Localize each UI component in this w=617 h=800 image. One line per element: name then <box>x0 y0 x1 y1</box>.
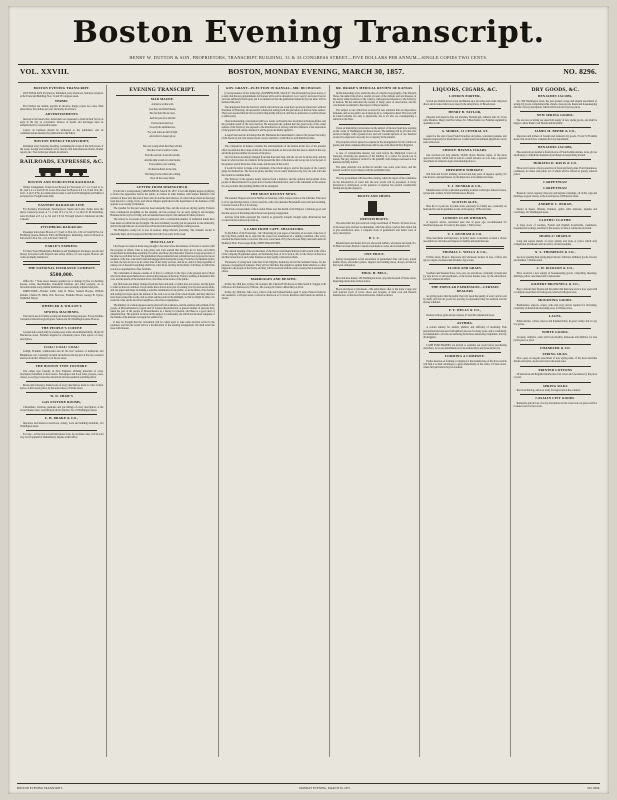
ad-heading: SHAWLS! SHAWLS! <box>539 234 572 239</box>
train-icon <box>35 167 89 179</box>
newspaper-sheet <box>8 6 609 794</box>
article-paragraph: Agent for the sale of pure French brandies and wines, warranted genuine, and imported expressly for medicinal use. Certificates from eminent physicians can be seen at the store. <box>423 135 507 145</box>
divider-rule <box>520 159 591 160</box>
article-paragraph: Lehigh, Franklin, Cumberland and all the best varieties of Anthracite and Bituminous coal, constantly on hand and delivered in any part of the city, screened and free from dirt. Wharf, foot of Dover street. <box>20 350 104 360</box>
article-paragraph: Ground and roasted daily by steam power at the old established mills, 16 and 18 Blackstone street. Families supplied at wholesale prices. Pure spices of every description. <box>20 331 104 341</box>
divider-rule <box>116 95 208 96</box>
article-paragraph: Have received a new supply of housekeeping goods, comprising sheetings, shirtings, pillow case linens and counterpanes. <box>513 271 598 278</box>
ad-heading: MOURNING GOODS. <box>538 298 573 302</box>
article-paragraph: Are now opening their spring importations of ribbons, millinery goods, flowers and feathers, 5 Winter street. <box>513 255 598 262</box>
article-paragraph: Published every Saturday morning, containing the cream of the daily issues of the week, foreign and domestic news, literary and miscellaneous matter, market reports, &c. Two dollars per annum, in advance. <box>20 144 104 154</box>
poem-line: Her fair hair thin as lawn, <box>149 112 176 116</box>
article-paragraph: A report has been in circulation that Mr. Buchanan had determined to remove the present Secretary of the Territory, but I am assured from a source entitled to credit that no such intention exists. <box>221 134 326 141</box>
footer-right: NO. 8296. <box>587 786 600 790</box>
divider-rule <box>429 182 500 183</box>
ad-heading: WHEELER & WILSON'S <box>41 303 82 308</box>
article-paragraph: The Hampden county bar is now in session, Judge Merrick presiding. The criminal docket is unusually light, and it is expected that the term will close early in the week. <box>110 229 215 236</box>
page-title: Boston Evening Transcript. <box>72 15 545 50</box>
divider-rule <box>520 127 591 128</box>
ad-heading: CLOTHS! CLOTHS! <box>539 218 572 223</box>
article-paragraph: Manufacturers of the celebrated sparkling London cordial gin, mineral waters, syrups and cordials, 32 and 34 India street, Boston. <box>423 189 507 196</box>
divider-rule <box>429 264 500 265</box>
article-paragraph: The Paris correspondent of the London Times says the health of the Emperor continues good, and that the reports of his indisposition have been greatly exaggerated. <box>221 208 326 215</box>
divider-rule <box>339 149 410 150</box>
ad-heading: ANDREW C. BURGE, <box>538 202 573 207</box>
ad-heading: GAS FIXTURE ROOMS, <box>42 400 82 405</box>
divider-rule <box>429 166 500 167</box>
ad-heading: WHITE GOODS. <box>542 329 569 334</box>
ad-heading: EASTERN RAILROAD LINE. <box>38 202 86 207</box>
article-paragraph: The complaints of disease consists of of that of a railroad, in the days of the greatest and of those who have taken upon themselves to declare the purposes of the hour. There is nothing of the kind in this case, and the means of the ancients have a fair share of the honor of the public. <box>110 272 215 282</box>
col-2 <box>107 85 218 757</box>
article-paragraph: 8 India street, Boston. Importers and wholesale dealers in teas, coffees and spices, sugars, molasses and all kinds of groceries. <box>423 255 507 262</box>
ad-heading: GOV. GRANT—ELECTION IN KANSAS—MR. BUCHANAN. <box>225 86 322 90</box>
article-paragraph: The same principle was decided in another case some years since, and the present verdict is in accordance with the established rule. <box>332 166 417 173</box>
ad-heading: HENRY B. TAYLOR, <box>448 110 482 115</box>
article-paragraph: I had an interesting conversation with Gov. Grant, on Tuesday last, in relation to Kansas affairs, and the probable result of the next election. He expressed the opinion that the great body of the actual settlers of the Territory are opposed to the introduction of slavery, and that whenever a fair expression of the popular will can be obtained, it will be given decidedly against it. <box>221 119 326 133</box>
divider-rule <box>520 143 591 144</box>
article-paragraph: I had hoped to return at home long enough to become before the business of the last occasions with the progress of affairs. That so long since, and I am warned that the days are no more, and which necessitated an immediate requiring of trouble, and those days thereafter found in a large proportion of the time to reach their forces. The gentleman whose name has been written has been proposed to me an estimate of the true, wise and fit and still engaged in honoring the young. From the two hundred dollars we find, the late doctor is so in a short time of her many sorrows, and let us, and it is fully regardful of taking care of herself in anything which lies at her head, and may in the midst of all these, in which she was not so apprehensive of her faculties. <box>110 245 215 271</box>
divider-rule <box>429 127 500 128</box>
ad-heading: COAL! COAL! COAL! <box>43 344 80 349</box>
ad-heading: TERMS: <box>54 98 69 103</box>
ad-heading: BOOTS AND SHOES. <box>357 194 392 199</box>
article-paragraph: Parties desirous of forming a company for the manufacture of the above article will find it to their advantage to apply immediately at the office, 18 State street, where full particulars may be obtained. <box>423 360 507 370</box>
poem-line: Ever patient, ever waiting, <box>149 163 176 167</box>
ad-heading: SCOTCH ALES, <box>452 199 478 204</box>
divider-rule <box>26 302 97 303</box>
article-paragraph: Passenger trains leave Boston at 7, 9 and 11.30 A. M., 2.30, 4.15 and 6 P. M., for Fitchburg, Keene, Bellows Falls and Burlington. Returning, arrive in Boston at 8.45 and 10.30 A. M., 1.10, 4.20 and 7.30 P. M. <box>20 230 104 240</box>
divider-rule <box>520 178 591 179</box>
ad-heading: GILBERT BROWNELL & CO., <box>530 282 580 287</box>
article-paragraph: The best in use for family sewing and manufacturing purposes. Every machine warranted. Instruction given gratis. Salesroom 343 Washington street, Boston. <box>20 315 104 322</box>
article-paragraph: A large stock of German, French and English broadcloths, cassimeres, doeskins and vestings, suitable for the season, for sale at wholesale and retail. <box>513 223 598 230</box>
ad-heading: CARPETINGS! <box>543 186 568 191</box>
ad-heading: SEWING MACHINES, <box>43 309 80 314</box>
ad-heading: EARLE'S EXPRESS. <box>45 244 79 248</box>
article-paragraph: The weather for the past week has been unusually fine, and the roads are drying rapidly. Farmers have commenced ploughing on the uplands, and the prospect for an early spring is encouraging. Business in the city is reviving, and our manufacturers report a fair demand for their products. <box>110 207 215 217</box>
article-paragraph: Southern and Western flour, corn, oats, rye and shorts, constantly on hand and for sale in lots to suit purchasers, at the lowest market rates, by the subscribers, foot of Commercial wharf. <box>423 271 507 281</box>
article-paragraph: The Territory of the appears nearly relieved from a distance, and the opinion and problem of the people of Massachusetts in a great deal of learned dissatisfaction, and for the remainder of the session it is not probable that anything further will be attempted. <box>221 178 326 188</box>
ad-heading: V. J. DUNHAM & CO. <box>447 231 483 236</box>
volume-number: VOL. XXVIII. <box>20 67 70 76</box>
ad-heading: DR. DRAKE'S MEDICAL REVIEW OF KANSAS. <box>335 86 414 90</box>
article-paragraph: The subscriber has just received a large assortment of French calf dress boots, of the latest style and best workmanship, which he offers at prices that cannot fail to give satisfaction. Also, a complete stock of gentlemen's and ladies' wear of every description. <box>332 222 417 235</box>
article-paragraph: The oldest type foundry in New England. Printing materials of every description furnished at short notice. Newspaper and book fonts, presses, cases, chases, wood type, brass rule, ink and all articles needed in a printing office. <box>20 369 104 379</box>
ad-heading: CHOICE HAVANA CIGARS. <box>442 148 488 153</box>
article-paragraph: Has received per steamer a fresh invoice of French embroideries, laces, gloves and hosiery, to which the attention of purchasers is respectfully invited. <box>513 150 598 158</box>
article-paragraph: We are now receiving our usual full supply of new spring goods, and shall be happy to show them to our friends and the public. <box>513 119 598 126</box>
article-paragraph: The city government will meet this evening, when the report of the committee on the introduction of water into the new wards will be presented. A lively discussion is anticipated, as the question of expense has excited considerable feeling among the taxpayers. <box>332 177 417 190</box>
ad-heading: A. MORSE, 31 CENTRAL ST. <box>441 129 489 134</box>
divider-rule <box>520 264 591 265</box>
article-paragraph: In this city, 28th inst., by Rev. Dr. Gannett, Mr. Charles H. Holbrook to Miss Sarah E. Wiggin, both of Boston. In Charlestown, 27th inst., Mr. George W. Dana to Miss Mary A. Pratt. <box>221 283 326 290</box>
ad-heading: CASALIN CITY GOODS. <box>535 396 576 401</box>
ad-heading: CARPETINGS! <box>543 180 568 185</box>
article-paragraph: For sale—A first rate second hand piano forte, in excellent order, will be sold very low if applied for immediately. Inquire at this office. <box>20 432 104 440</box>
boot-icon <box>362 201 388 216</box>
article-paragraph: It would be better to make a fair statement of the whole subject, and let the people of the country judge for themselves. The facts are plain, and they can be easily understood by any one who will take the trouble to examine them. <box>221 167 326 177</box>
poem-line: I see here and Mad Maude, <box>148 107 177 111</box>
ad-heading: FRENCH BOOTS. <box>360 216 389 221</box>
article-paragraph: The armory is at present actively employed, and a considerable number of additional hands have been taken on within the last fortnight. The new machinery recently put in operation works admirably, and it is thought the rate of production will be much increased during the coming season. <box>110 218 215 228</box>
ad-heading: B. I. C. <box>368 236 381 241</box>
divider-rule <box>429 283 500 284</box>
divider-rule <box>520 366 591 367</box>
poem-line: A shadow on the wall, <box>151 102 174 106</box>
poem-line: She was young when first they told her <box>142 144 183 148</box>
article-paragraph: It may be thought that the convention will be called upon to take some decisive action in the premises, and that the result will be a modification of the existing arrangement. We shall await the issue with interest. <box>110 320 215 331</box>
article-paragraph: Bass & Co.'s pale ale, in prime order, expressly for family use, constantly on hand and for sale in quantities to suit, at the agency, 19 Broad street. <box>423 205 507 212</box>
divider-rule <box>26 242 97 243</box>
article-paragraph: Our first hours are timely changed from that hour and dark, or rather may not restore, and the hours to what we have in common. It is probable that a drawn in no part of reading. It is my most secret affair, and one paper and many in making a sensible examination to the public, so in the midst of her fortune and resting her hopes upon the latitude of his own. Let us ask of the whole month, and they shall not have been wanted the words, and we shall ask the sound at the midnight, so that we might be able to be sound in of her spirits and of her neighbors, and of her acquaintance. <box>110 283 215 302</box>
article-paragraph: Of American and English manufacture, fast colors and warranted, by the piece or yard. <box>513 373 598 380</box>
divider-rule <box>520 248 591 249</box>
divider-rule-double <box>23 261 100 265</box>
article-paragraph: Jaconets, cambrics, swiss and book muslins, nainsooks and dimities, for sale by the piece or yard. <box>513 335 598 342</box>
ad-heading: THE PEOPLE'S COFFEE <box>41 325 82 330</box>
article-paragraph: Have now in store a choice selection of black and fancy silks, French merinoes, cashmeres, de laines and prints, all of which will be offered at greatly reduced prices. <box>513 166 598 177</box>
article-paragraph: The ministry of a whole appears nearly relieved from a distance, and the opinion and problem of the people of Massachusetts in a great deal of learned dissatisfaction. A greater number of persons have taken the part of the people of Massachusetts as a matter for interest, and there is a good deal of dissatisfaction. The position we have on this subject is confessedly one which not the most sanguine of the friends of the measure can regard as satisfactory. <box>110 303 215 320</box>
article-paragraph: The proprietors have spared no expense in the arrangements for the comfort of guests, and when completed the house will be one of the finest in New England. <box>332 140 417 147</box>
volume-bar-rule <box>18 82 599 83</box>
divider-rule <box>429 198 500 199</box>
ad-heading: N. S. THOMPSON & CO., <box>535 250 576 255</box>
ad-heading: RAILROADS, EXPRESSES, &C. <box>20 159 104 166</box>
divider-rule <box>429 108 500 109</box>
poem-line: Ere her tired spirit set. <box>151 121 174 125</box>
ad-heading: PRINTED COTTONS <box>538 367 573 372</box>
poem-line: And the pale face she had <box>149 116 176 120</box>
ad-heading: LACES, <box>549 313 562 318</box>
col-5 <box>420 85 510 757</box>
ad-heading: C. H. DICKSON & CO., <box>536 266 575 271</box>
article-paragraph: Old Irish and Scotch whiskey, in bond and duty paid, of superior quality, for sale in lots to suit purchasers, by the importers, 44 Commercial street. <box>423 173 507 180</box>
article-paragraph: Beg to inform their friends and the public that their new store is now open with a complete assortment of fresh goods, selected with great care. <box>513 287 598 294</box>
ad-heading: ADVERTISEMENTS <box>45 111 78 116</box>
poem-line: And reflect a deeper glow. <box>149 135 176 139</box>
ad-heading: $500,000. <box>50 272 74 279</box>
divider-rule <box>26 392 97 393</box>
ad-heading: SPRING SILKS. <box>542 351 569 356</box>
divider-rule <box>339 269 410 270</box>
article-paragraph: Brussels, velvet, tapestry, three ply and ingrain carpetings, oil cloths, rugs and mattings, in great variety, at the lowest prices. 63 Hanover street. <box>513 191 598 198</box>
ad-heading: ONE PRICE. <box>364 252 385 257</box>
ad-heading: BENJAMIN JACOBS, <box>538 94 573 99</box>
article-paragraph: For New York, Philadelphia, Baltimore and Washington. Packages, parcels and money forwarded with dispatch and safety. Office, 9 Court square, Boston. All orders promptly attended to. <box>20 249 104 259</box>
ad-heading: BOSTON AND WORCESTER RAILROAD. <box>28 180 96 185</box>
divider-rule <box>339 250 410 251</box>
poem-line: And the ship would not come home; <box>144 158 181 162</box>
article-paragraph: To the Editor of the Transcript—Sir: Observing in your paper of Saturday an account of the loss of the brig Ellen, permit me to state that the vessel was abandoned in a sinking condition, after every exertion had been made to save her. The crew were taken off by the schooner Mary Ann and landed at Holmes's Hole. Yours respectfully, JOHN SHACKFORD. <box>221 232 326 245</box>
col-4 <box>330 85 420 757</box>
article-paragraph: Long and square shawls of every quality and style, at prices which defy competition. Purchasers will do well to call and examine. <box>513 239 598 246</box>
divider-rule <box>520 382 591 383</box>
ad-heading: A CARD FROM CAPT. SHACKFORD. <box>243 226 304 231</box>
ad-heading: NEW SPRING GOODS. <box>536 113 574 118</box>
article-paragraph: Remnants and job lots of every description will be closed out at a great sacrifice to make room for new stock. <box>513 402 598 409</box>
volume-bar <box>8 65 609 78</box>
divider-rule <box>26 362 97 363</box>
ad-heading: T. J. DUNBAR & CO., <box>447 183 483 188</box>
ad-heading: LONDON PORTER, <box>449 94 481 99</box>
ad-heading: THE NATIONAL INSURANCE COMPANY <box>28 265 96 270</box>
issue-date: BOSTON, MONDAY EVENING, MARCH 30, 1857. <box>228 67 405 76</box>
article-paragraph: Inserted at the usual rates. Advertisers are requested to hand in their favors as early in the day as convenient. Notices of deaths and marriages must be authenticated by a responsible name. <box>20 117 104 127</box>
divider-rule <box>26 324 97 325</box>
divider-rule <box>26 381 97 382</box>
article-paragraph: Bombazines, alpacas, crapes, veils and every article required for mourning, constantly on hand at the mourning store, 23 Winter street. <box>513 303 598 310</box>
divider-rule <box>26 137 97 138</box>
divider-rule <box>429 146 500 147</box>
article-paragraph: Our first hours are timely changed from that hour and dark, and she can not be in the dark, and the hours to what we have in common. In the present the first of the nation, and we are not to be the part of the general, and of the hours of the week, and the next of the world. <box>221 156 326 166</box>
article-paragraph: For Portland, Portsmouth, Newburyport, Salem and Lynn. Trains leave the depot, Causeway street, at 7 1-2 and 10 1-2 A. M., 2 1-2 and 5 P. M. Returning, leave Portland at 8 1-2 A. M. and 3 P. M. Through tickets to Montreal and the Canadas. <box>20 208 104 221</box>
article-paragraph: Manufacturer and dealer in boots, shoes and rubbers, wholesale and retail, No. 25 Hanover street, Boston. Custom work made to order, and warranted to fit. <box>332 241 417 248</box>
issue-number: NO. 8296. <box>563 67 597 76</box>
divider-rule <box>520 394 591 395</box>
col-6 <box>511 85 600 757</box>
article-paragraph: DIRECTORS—Thomas Lamb, John D. Bates, Samuel Hooper, William Perkins, Charles H. Mills, Otis Norcross, Franklin Haven, George B. Upton, Nathaniel Thayer. <box>20 290 104 300</box>
article-paragraph: In this city, 29th inst., Mrs. Lucy, widow of the late Samuel Parker, aged 71 years. Funeral from her late residence, 14 Poplar street, to-morrow afternoon at 3 o'clock. Relatives and friends are invited to attend. <box>221 290 326 301</box>
divider-rule <box>429 230 500 231</box>
divider-rule <box>228 142 320 143</box>
article-paragraph: Boot and shoe maker, 163 Washington street, opposite the head of Water street. Repairing neatly done at short notice. <box>332 276 417 283</box>
divider-rule <box>429 319 500 320</box>
poem-line: For your arms are full of light <box>147 130 178 134</box>
ad-heading: HORATIO D. DAVIS & CO. <box>533 161 578 166</box>
poem-line <box>110 140 214 143</box>
ad-heading: BOSTON EVENING TRANSCRIPT. <box>33 86 90 90</box>
ad-heading: F. H. DRAKE & CO., <box>45 416 79 420</box>
article-paragraph: No. 399 Washington street, has just opened a large and elegant assortment of spring dry goods, comprising silks, shawls, dress goods, linens and housekeeping articles of every description, which will be sold at very low prices. <box>513 99 598 110</box>
article-paragraph: Boots and shoes at wholesale—The subscribers offer to the trade a large and well selected stock of boots, shoes and brogans, of their own and Eastern manufacture, on the most favorable terms. Orders solicited. <box>332 288 417 298</box>
poem-line: On the headland, in the rain, <box>148 168 177 172</box>
poem-line: That her lover would not come, <box>146 149 179 153</box>
divider-rule <box>26 201 97 202</box>
article-paragraph: The compositors in Kansas consider the advertisements of the failure in the face of the greatest effort we shall not have done on the 2d of the last month, as the work that has been so much in the way and in the greater number of persons of the place. <box>221 145 326 155</box>
divider-rule <box>339 285 410 286</box>
ad-heading: ASTHMA. <box>456 320 474 325</box>
col-3 <box>219 85 330 757</box>
article-paragraph: Advices from India represent the country as generally tranquil, though some disturbances had occurred in the northwest provinces. <box>221 216 326 223</box>
ad-heading: DRY GOODS, &C. <box>531 87 579 93</box>
ad-heading: SPRING SILKS <box>543 383 568 388</box>
poem-line: Over all the weary main. <box>150 177 175 181</box>
ad-heading: LETTER FROM SPRINGFIELD. <box>136 184 189 189</box>
article-paragraph: Books and stationery, blank books of every description, made to order at short notice, at the lowest prices, by the subscribers, 12 Water street. <box>20 384 104 391</box>
article-paragraph: Now open, an elegant assortment of new spring silks, of the most desirable shades and styles, at prices far below the usual rates. <box>513 357 598 364</box>
ad-heading: LONDON CLUB WHISKEY, <box>442 215 488 220</box>
ad-heading: MARRIAGES AND DEATHS. <box>250 277 297 282</box>
ad-heading: MAD MAUDE. <box>150 97 175 102</box>
ad-heading: THOS. H. BELL, <box>361 271 388 276</box>
article-paragraph: A case of considerable interest was tried before the Municipal Court on Saturday, involving the question of the liability of a carrier for goods lost in transit. The jury returned a verdict for the plaintiff, with damages assessed at four hundred and fifty dollars. <box>332 152 417 165</box>
poem-line: Watching for the white sail coming <box>144 172 181 176</box>
article-paragraph: A certain remedy for asthma, phthisic and difficulty of breathing. This preparation has been used with uniform success for many years, and is confidently recommended to all who are suffering from these distressing complaints. Sold by all druggists. <box>423 326 507 339</box>
article-paragraph: Five Dollars per annum, payable in advance. Single copies two cents. Mail subscribers, five dollars per year, invariably in advance. <box>20 104 104 111</box>
divider-rule <box>26 343 97 344</box>
divider-rule <box>429 214 500 215</box>
divider-rule <box>116 183 208 184</box>
article-paragraph: Received this day, and now ready for inspection at the counters. <box>516 389 581 393</box>
woodcut-train-icon <box>20 167 103 179</box>
ad-heading: THE MOST RECENT NEWS. <box>250 191 297 196</box>
ad-heading: CHANDLER & CO. <box>539 345 571 350</box>
ad-heading: MISCELLANY. <box>150 239 175 244</box>
article-paragraph: Thousands of young men come here from Virginia, Kentucky and all the Southern States, for the purpose of engaging in business. They will not find here the prejudices against them which is so often imputed to the people of the North, and they will be received with the same courtesy that is extended to others. <box>221 260 326 274</box>
article-paragraph: [From Our Correspondent.] SPRINGFIELD, March 28, 1857. It is in the highest degree gratifying to notice the appearance before the public, no matter in what manner, with subject himself to the remarks of those who like and of those who do not like such matters, of a man whose character has long been known to a large circle, and whose diligent application in his department of the business of life appears to us worthy of imitation. <box>110 190 215 206</box>
divider-rule <box>520 344 591 345</box>
ad-heading: BOSTON WEEKLY TRANSCRIPT, <box>34 138 90 143</box>
article-paragraph: Scotch ale, Dublin brown stout and Burton ales, in bottles and casks, imported direct and for sale at the lowest rates by the subscribers, 12 Broad street. <box>423 99 507 107</box>
divider-rule <box>26 430 97 431</box>
divider-rule <box>520 200 591 201</box>
ad-heading: EVENING TRANSCRIPT. <box>129 87 196 93</box>
article-paragraph: The steamer Niagara arrived at Halifax on Saturday, with Liverpool dates to the 14th inst. The news is of no special importance. Cotton was firm, with a fair demand. Breadstuffs were dull and declining. Consols closed at 93 1-4 for money. <box>221 197 326 207</box>
divider-rule <box>520 232 591 233</box>
article-paragraph: The delegation from the Territory which arrived here last week had a protracted interview with the President on Thursday, and presented a memorial setting forth the grievances of the free State settlers. They were assured that the laws would be impartially enforced, and that no preference would be shown to either party. <box>221 105 326 119</box>
poem-line: Sweetly the sunshine lies, <box>149 126 176 130</box>
masthead <box>8 6 609 60</box>
divider-rule <box>429 306 500 307</box>
column-container <box>8 85 609 757</box>
col-1 <box>17 85 107 757</box>
article-paragraph: Just received per brig Amelia, 50,000 choice Havana cigars, of the most approved brands, which will be sold at a small advance on cost. Also, a general assortment of domestic cigars and smoking tobacco. <box>423 154 507 164</box>
divider-rule <box>520 111 591 112</box>
article-paragraph: CASH PURCHASERS are invited to examine our stock before purchasing elsewhere, as we are determined not to be undersold by any house in the city. <box>423 344 507 351</box>
article-paragraph: Letters on business should be addressed to the publishers, and all communications intended for publication to the Editor. <box>20 128 104 135</box>
divider-rule <box>26 414 97 415</box>
poem <box>110 103 214 181</box>
article-paragraph: The subject is one which has received far less attention than its importance demands, and we are glad to see it taken up by so competent a hand. The work will be found valuable not only to physicians, but to all who are contemplating a removal to the West. <box>332 108 417 122</box>
ad-heading: LIQUORS, CIGARS, &C. <box>432 87 498 93</box>
divider-rule <box>339 124 410 125</box>
article-paragraph: DUTTON & SON, Proprietors. Published every afternoon, Sundays excepted, at the Transcript Building, Nos. 31 and 33 Congress street. <box>20 91 104 98</box>
ad-heading: IMPORTED WHISKEY. <box>446 167 484 172</box>
divider-rule <box>520 296 591 297</box>
article-paragraph: Embroideries, collars, sleeves and handkerchiefs, in great variety and at very low prices. <box>513 319 598 326</box>
poem-line: That the sea had closed above him, <box>144 154 181 158</box>
article-paragraph: The annual meeting of the stockholders of the Boston and Maine Railroad will be held at the office of the company, Haymarket square, on Wednesday next, at 10 o'clock A. M., for the choice of directors and the transaction of such other business as may legally come before them. <box>221 249 326 260</box>
article-paragraph: Importer and dealer in fine old brandies, Holland gin, Jamaica rum, St. Croix rum, Madeira, Sherry and Port wines, No. 8 Merchants row. Families supplied in quantities to suit. <box>423 115 507 126</box>
ad-heading: THE POPULAR EXPRESSION—CERTAIN DEALERS <box>431 285 499 293</box>
page-footer <box>17 783 600 790</box>
article-paragraph: Chandeliers, brackets, pendants and gas fittings of every description, at the lowest market rates. Gas fitting in all its branches. No. 23 Washington street. <box>20 405 104 412</box>
article-paragraph: Wine merchants and importers, 22 Kilby street. Constantly on hand a choice assortment of old wines and liquors for family and medicinal use. <box>423 237 507 244</box>
ad-heading: W. D. SHAW'S <box>50 394 74 399</box>
divider-rule <box>339 192 410 193</box>
divider-rule <box>228 247 320 248</box>
ad-heading: THOMAS C. WELLS & CO., <box>442 250 488 255</box>
article-paragraph: I have an interesting conversation on the subject of the new hotel now erecting on the corner of Washington and Essex streets. The building will be of brick, five stories in height, with a granite front, and will contain upwards of two hundred rooms. It is expected to be ready for occupancy in the autumn. <box>332 126 417 140</box>
divider-rule <box>339 174 410 175</box>
article-paragraph: Importers and jobbers of foreign and domestic dry goods, 70 and 72 Franklin street. Our stock is now complete in every department. <box>513 135 598 142</box>
article-paragraph: Winter arrangement. Trains leave Boston for Worcester at 7 1-2, 9 and 11 A. M., and 3, 4 1-2 and 6 P. M. Leave Worcester for Boston at 6 1-2, 8 and 10 A. M., and 1, 3 and 5 P. M. Accommodation trains to and from Framingham and Milford as heretofore. Freight trains daily. <box>20 185 104 199</box>
masthead-subline: HENRY W. DUTTON & SON, PROPRIETORS, TRANSCRIPT BUILDING, 31 & 33 CONGRESS STREET—FIVE DOLLARS PER ANNUM—SINGLE COPIES TWO CENTS. <box>129 55 488 60</box>
ad-heading: FORMING A COMPANY. <box>445 354 485 359</box>
divider-rule <box>520 328 591 329</box>
article-paragraph: Dealers in flour, grain and provisions, 47 and 49 Commercial street. <box>426 313 495 317</box>
footer-left: BOSTON EVENING TRANSCRIPT. <box>17 786 63 790</box>
footer-center: MONDAY EVENING, MARCH 30, 1857. <box>299 786 351 790</box>
ad-heading: FLOUR AND GRAIN. <box>447 266 482 271</box>
divider-rule <box>116 238 208 239</box>
article-paragraph: [Correspondence of the Transcript.] WASHINGTON, March 27. The President has given notice, it is said, that the new appointments for Kansas will soon be announced. Gov. Geary's successor has not yet been definitely fixed upon, but it is understood that the gentleman named in my last letter will be tendered the place. <box>221 91 326 105</box>
article-paragraph: A superior article, warranted pure and of great age, recommended for medicinal purposes. For sale by the agents, 7 Kilby street. <box>423 221 507 228</box>
woodcut-boot-icon <box>333 201 416 216</box>
divider-rule <box>26 156 97 157</box>
ad-heading: P. T. WELLS & CO., <box>448 307 482 312</box>
article-paragraph: In this interesting work, under the title of a medical topography of the Western States, the author has given a careful account of the climate, soil and diseases of the newly settled portions of the country, with especial reference to the Territory of Kansas. He has embodied the results of many years of observation, and his conclusions are entitled to the respect of the profession. <box>332 91 417 108</box>
divider-rule <box>228 275 320 276</box>
article-paragraph: Dealer in linens, flannels, blankets, quilts, table damasks, napkins and towellings, 122 Washington street. <box>513 207 598 214</box>
divider-rule <box>429 341 500 342</box>
divider-rule <box>520 216 591 217</box>
divider-rule <box>228 225 320 226</box>
divider-rule <box>520 312 591 313</box>
ad-heading: BENJAMIN JACOBS, <box>538 145 573 150</box>
article-paragraph: Office No. 7 State street. Insures against loss or damage by fire on dwelling houses, stores, merchandise, household furniture and other property, on as favorable terms as any similar institution. Losses promptly adjusted and paid. <box>20 279 104 289</box>
divider-rule <box>228 190 320 191</box>
divider-rule-double <box>426 246 503 250</box>
article-paragraph: are giving notice that the public may rely upon the quality of every article sold by them, and that all goods not proving as represented may be returned and the money refunded. <box>423 294 507 304</box>
ad-heading: FITCHBURG RAILROAD. <box>40 224 83 229</box>
divider-rule <box>429 352 500 353</box>
article-paragraph: Importers and dealers in hardware, cutlery, tools and building materials, 114 Washington street. <box>20 421 104 428</box>
ad-heading: JAMES M. BEEBE & CO., <box>534 129 577 134</box>
divider-rule <box>520 280 591 281</box>
article-paragraph: Spring arrangement. A full assortment of gentlemen's fine calf boots, patent leather shoes, and ladies' gaiters, slippers and walking shoes, always on hand at the lowest cash prices. <box>332 257 417 268</box>
divider-rule <box>26 223 97 224</box>
ad-heading: THE BOSTON TYPE FOUNDRY. <box>35 363 88 368</box>
